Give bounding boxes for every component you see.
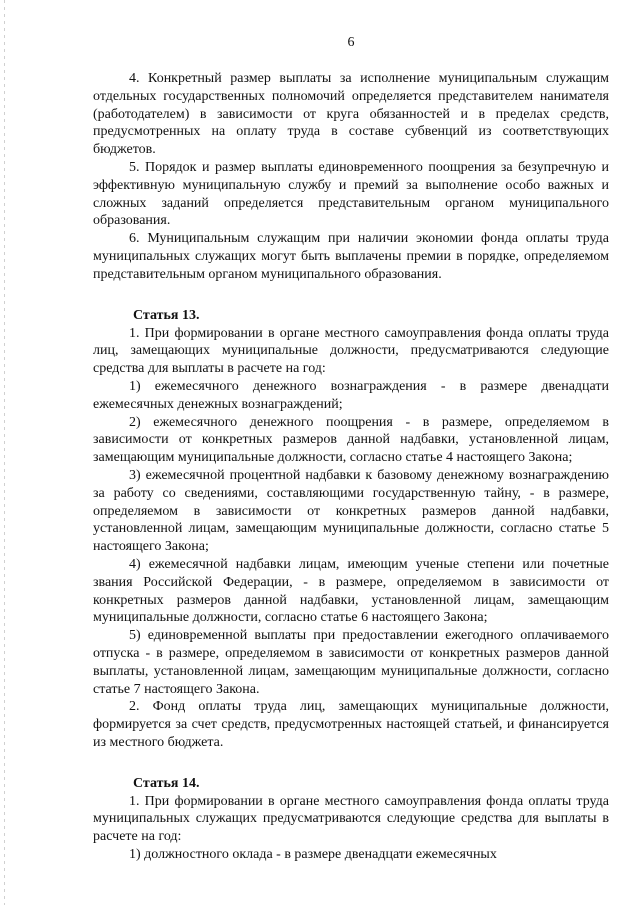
article-13-item-5: 5) единовременной выплаты при предоставлении ежегодного оплачиваемого отпуска - в размере, определяемом в зависимости от конкретных размеров данной выплаты, установленной лицам, замещающим муниципальные должности, согласно статье 7 настоящего Закона. (93, 628, 609, 697)
article-13-item-4: 4) ежемесячной надбавки лицам, имеющим ученые степени или почетные звания Российской Федерации, - в размере, определяемом в зависимости от конкретных размеров данной надбавки, установленной лицам, замещающим муниципальные должности, согласно статье 6 настоящего Закона; (93, 556, 609, 626)
paragraph-5: 5. Порядок и размер выплаты единовременного поощрения за безупречную и эффективную муниципальную службу и премий за выполнение особо важных и сложных заданий определяется представительным органом муниципального образования. (93, 159, 609, 229)
article-14-part-1: 1. При формировании в органе местного самоуправления фонда оплаты труда муниципальных служащих предусматриваются следующие средства для выплаты в расчете на год: (93, 793, 609, 845)
page-number: 6 (347, 35, 355, 50)
article-13-heading: Статья 13. (133, 307, 200, 323)
article-13-item-3: 3) ежемесячной процентной надбавки к базовому денежному вознаграждению за работу со сведениями, составляющими государственную тайну, - в размере, определяемом в зависимости от конкретных размеров данной надбавки, установленной лицам, замещающим муниципальные должности, согласно статье 5 настоящего Закона; (93, 467, 609, 555)
article-13-item-2: 2) ежемесячного денежного поощрения - в размере, определяемом в зависимости от конкретных размеров данной надбавки, установленной лицам, замещающим муниципальные должности, согласно статье 4 настоящего Закона; (93, 414, 609, 466)
article-14-heading: Статья 14. (133, 775, 200, 791)
article-13-item-1: 1) ежемесячного денежного вознаграждения - в размере двенадцати ежемесячных денежных вознаграждений; (93, 378, 609, 412)
paragraph-6: 6. Муниципальным служащим при наличии экономии фонда оплаты труда муниципальных служащих могут быть выплачены премии в порядке, определяемом представительным органом муниципального образования. (93, 231, 609, 282)
document-page (93, 34, 609, 864)
scan-left-edge (4, 0, 5, 905)
article-14-item-1: 1) должностного оклада - в размере двенадцати ежемесячных (129, 847, 497, 863)
paragraph-4: 4. Конкретный размер выплаты за исполнение муниципальным служащим отдельных государственных полномочий определяется представителем нанимателя (работодателем) в зависимости от круга обязанностей и в пределах средств, предусмотренных на оплату труда в составе субвенций из соответствующих бюджетов. (93, 71, 609, 158)
article-13-part-1: 1. При формировании в органе местного самоуправления фонда оплаты труда лиц, замещающих муниципальные должности, предусматриваются следующие средства для выплаты в расчете на год: (93, 325, 609, 377)
article-13-part-2: 2. Фонд оплаты труда лиц, замещающих муниципальные должности, формируется за счет средств, предусмотренных настоящей статьей, и финансируется из местного бюджета. (93, 699, 609, 750)
